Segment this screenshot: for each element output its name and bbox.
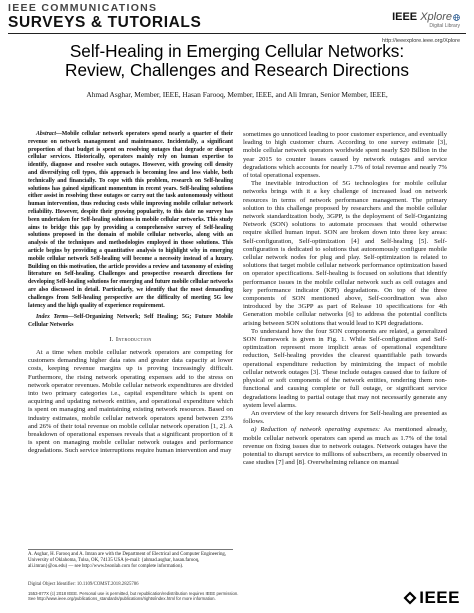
author-footnote: A. Asghar, H. Farooq and A. Imran are with the Department of Electrical and Computer Engineering, University of Oklahoma, Tulsa, OK, 74135 USA (e-mail: {ahmad.asghar, hasan.farooq, ali.imran}@ou.edu) — see http://www.bsonlab.com for complete information).: [28, 549, 233, 570]
section-heading-introduction: I. Introduction: [109, 336, 152, 344]
abstract-label: Abstract: [36, 131, 56, 137]
index-terms: [28, 314, 233, 330]
right-paragraph-4: An overview of the key research drivers for Self-healing are presented as follows.: [243, 409, 447, 426]
xplore-url[interactable]: http://ieeexplore.ieee.org/Xplore: [382, 38, 460, 44]
right-column: [243, 131, 447, 467]
xplore-brand: IEEE: [392, 11, 418, 23]
left-column: [28, 131, 233, 456]
copyright-line1: 1553-877X (c) 2018 IEEE. Personal use is permitted, but republication/redistribution requires IEEE permission.: [28, 591, 239, 596]
index-terms-text: —Self-Organizing Network; Self Healing; 5G; Future Mobile Cellular Networks: [28, 314, 233, 329]
xplore-name: Xplore: [420, 11, 452, 23]
abstract-text: —Mobile cellular network operators spend nearly a quarter of their revenue on network management and maintenance. Incidentally, a significant proportion of that budget is spent on resolving outages that degrade or disrupt cellular services. Historically, operators mainly rely on human expertise to identify, diagnose and resolve such outages. However, with growing cell density and diversifying cell types, this approach is becoming less and less viable, both technically and financially. To cope with this problem, research on Self-healing solutions has gained significant momentum in recent years. Self-healing solutions either assist in resolving these outages or carry out the task autonomously without human intervention, thus reducing costs while improving mobile cellular network reliability. However, despite their growing popularity, to this date no survey has been undertaken for Self-healing solutions in mobile cellular networks. This study aims to bridge this gap by providing a comprehensive survey of Self-healing solutions proposed in the domain of mobile cellular networks, along with an analysis of the techniques and methodologies employed in those solutions. This article begins by providing a quantitative analysis to highlight why in emerging mobile cellular network Self-healing will become a necessity instead of a luxury. Building on this motivation, the article provides a review and taxonomy of existing literature on Self-healing. Challenges and prospective research directions for developing Self-healing solutions for emerging and future mobile cellular networks are also discussed in detail. Particularly, we identify that the most demanding challenges from Self-healing perspective are the difficulty of meeting 5G low latency and the high quality of experience requirement.: [28, 131, 233, 309]
right-paragraph-1: sometimes go unnoticed leading to poor customer experience, and eventually leading to high customer churn. According to one survey estimate [3], mobile cellular network operators worldwide spent nearly $20 Billion in the year 2015 to counter issues caused by network outages and service degradations which accounts for nearly 1.7% of total revenue and nearly 7% of total operational expenses.: [243, 131, 447, 180]
right-paragraph-2: The inevitable introduction of 5G technologies for mobile cellular networks brings with it a key challenge of increased load on network resources in terms of network performance management. The primary solution to this challenge proposed by researchers and the mobile cellular network standardization body, 3GPP, is the deployment of Self-Organizing Network (SON) solutions to automate processes that would otherwise require skilled human input. SON are broken down into three key areas: Self-configuration, Self-optimization [4] and Self-healing [5]. Self-configuration is dedicated to solutions that autonomously configure mobile cellular network nodes for plug and play. Self-optimization is related to solutions that target mobile cellular network performance optimization based on operator specifications. Self-healing is focused on solutions that identify performance issues in the mobile cellular network such as cell outages and key performance indicator (KPI) degradations. On top of the three components of SON mentioned above, Self-coordination was also introduced by the 3GPP as part of Release 10 specifications for 4th Generation mobile cellular networks [6] to address the potential conflicts arising between SON solutions that would lead to KPI degradations.: [243, 180, 447, 327]
xplore-tagline: Digital Library: [429, 23, 460, 29]
intro-paragraph: At a time when mobile cellular network operators are competing for customers demanding higher data rates and greater data capacity at lower costs, keeping revenue margins up is proving increasingly difficult. Furthermore, the rising network operating expenses add to the stress on network operator revenues. Mobile cellular network expenditures are divided into two primary categories i.e., capital expenditure which is spent on acquiring and updating network entities, and operational expenditure which is spent on managing and maintaining existing network resources. Based on industry estimates, mobile cellular network operators spend between 23% and 26% of their total revenue on mobile cellular network operation [1, 2]. A breakdown of operational expenses reveals that a significant proportion of it is spent on managing mobile cellular network outages and performance degradations. Such service interruptions require human intervention and may: [28, 349, 233, 455]
ieee-xplore-badge[interactable]: [392, 11, 460, 29]
ieee-diamond-icon: [403, 591, 417, 605]
journal-masthead-line2: SURVEYS & TUTORIALS: [8, 14, 202, 31]
paper-title: [0, 42, 474, 80]
copyright-line2: See http://www.ieee.org/publications_standards/publications/rights/index.html for more information.: [28, 596, 216, 602]
right-paragraph-5-text: As mentioned already, mobile cellular network operators can spend as much as 1.7% of the total revenue on fixing issues due to network outages. Network outages have the potential to disrupt service to millions of subscribers, as recently observed in case studies [7] and [8]. Overwhelming reliance on manual: [243, 426, 447, 467]
author-list: Ahmad Asghar, Member, IEEE, Hasan Farooq, Member, IEEE, and Ali Imran, Senior Member, IEEE,: [86, 90, 388, 99]
globe-icon: [453, 14, 460, 21]
right-paragraph-3: To understand how the four SON components are related, a generalized SON framework is given in Fig. 1. While Self-configuration and Self-optimization represent more implicit areas of operational expenditure reduction, Self-healing provides the clearest quantifiable path towards operational expenditure reduction by minimizing the impact of mobile cellular network outages [3]. These include outages caused due to failure of physical or soft components of the network entities, rendering them non-functional and causing complete or full outage, or significant service degradations leading to partial outage that may not necessarily generate any system level alarms.: [243, 327, 447, 409]
copyright-notice: [28, 591, 398, 602]
paper-title-line1: Self-Healing in Emerging Cellular Networks:: [69, 41, 405, 61]
header-rule: [8, 33, 466, 34]
index-terms-label: Index Terms: [36, 314, 69, 321]
paper-title-line2: Review, Challenges and Research Directions: [65, 60, 409, 80]
journal-masthead-line1: IEEE COMMUNICATIONS: [8, 2, 158, 14]
ieee-logo: [403, 588, 460, 608]
abstract: [28, 131, 233, 310]
subsection-heading: a) Reduction of network operating expenses:: [251, 426, 381, 434]
doi-line: Digital Object Identifier: 10.1109/COMST.2018.2825786: [28, 582, 139, 587]
right-paragraph-5: [243, 426, 447, 467]
ieee-logo-text: IEEE: [419, 588, 460, 607]
